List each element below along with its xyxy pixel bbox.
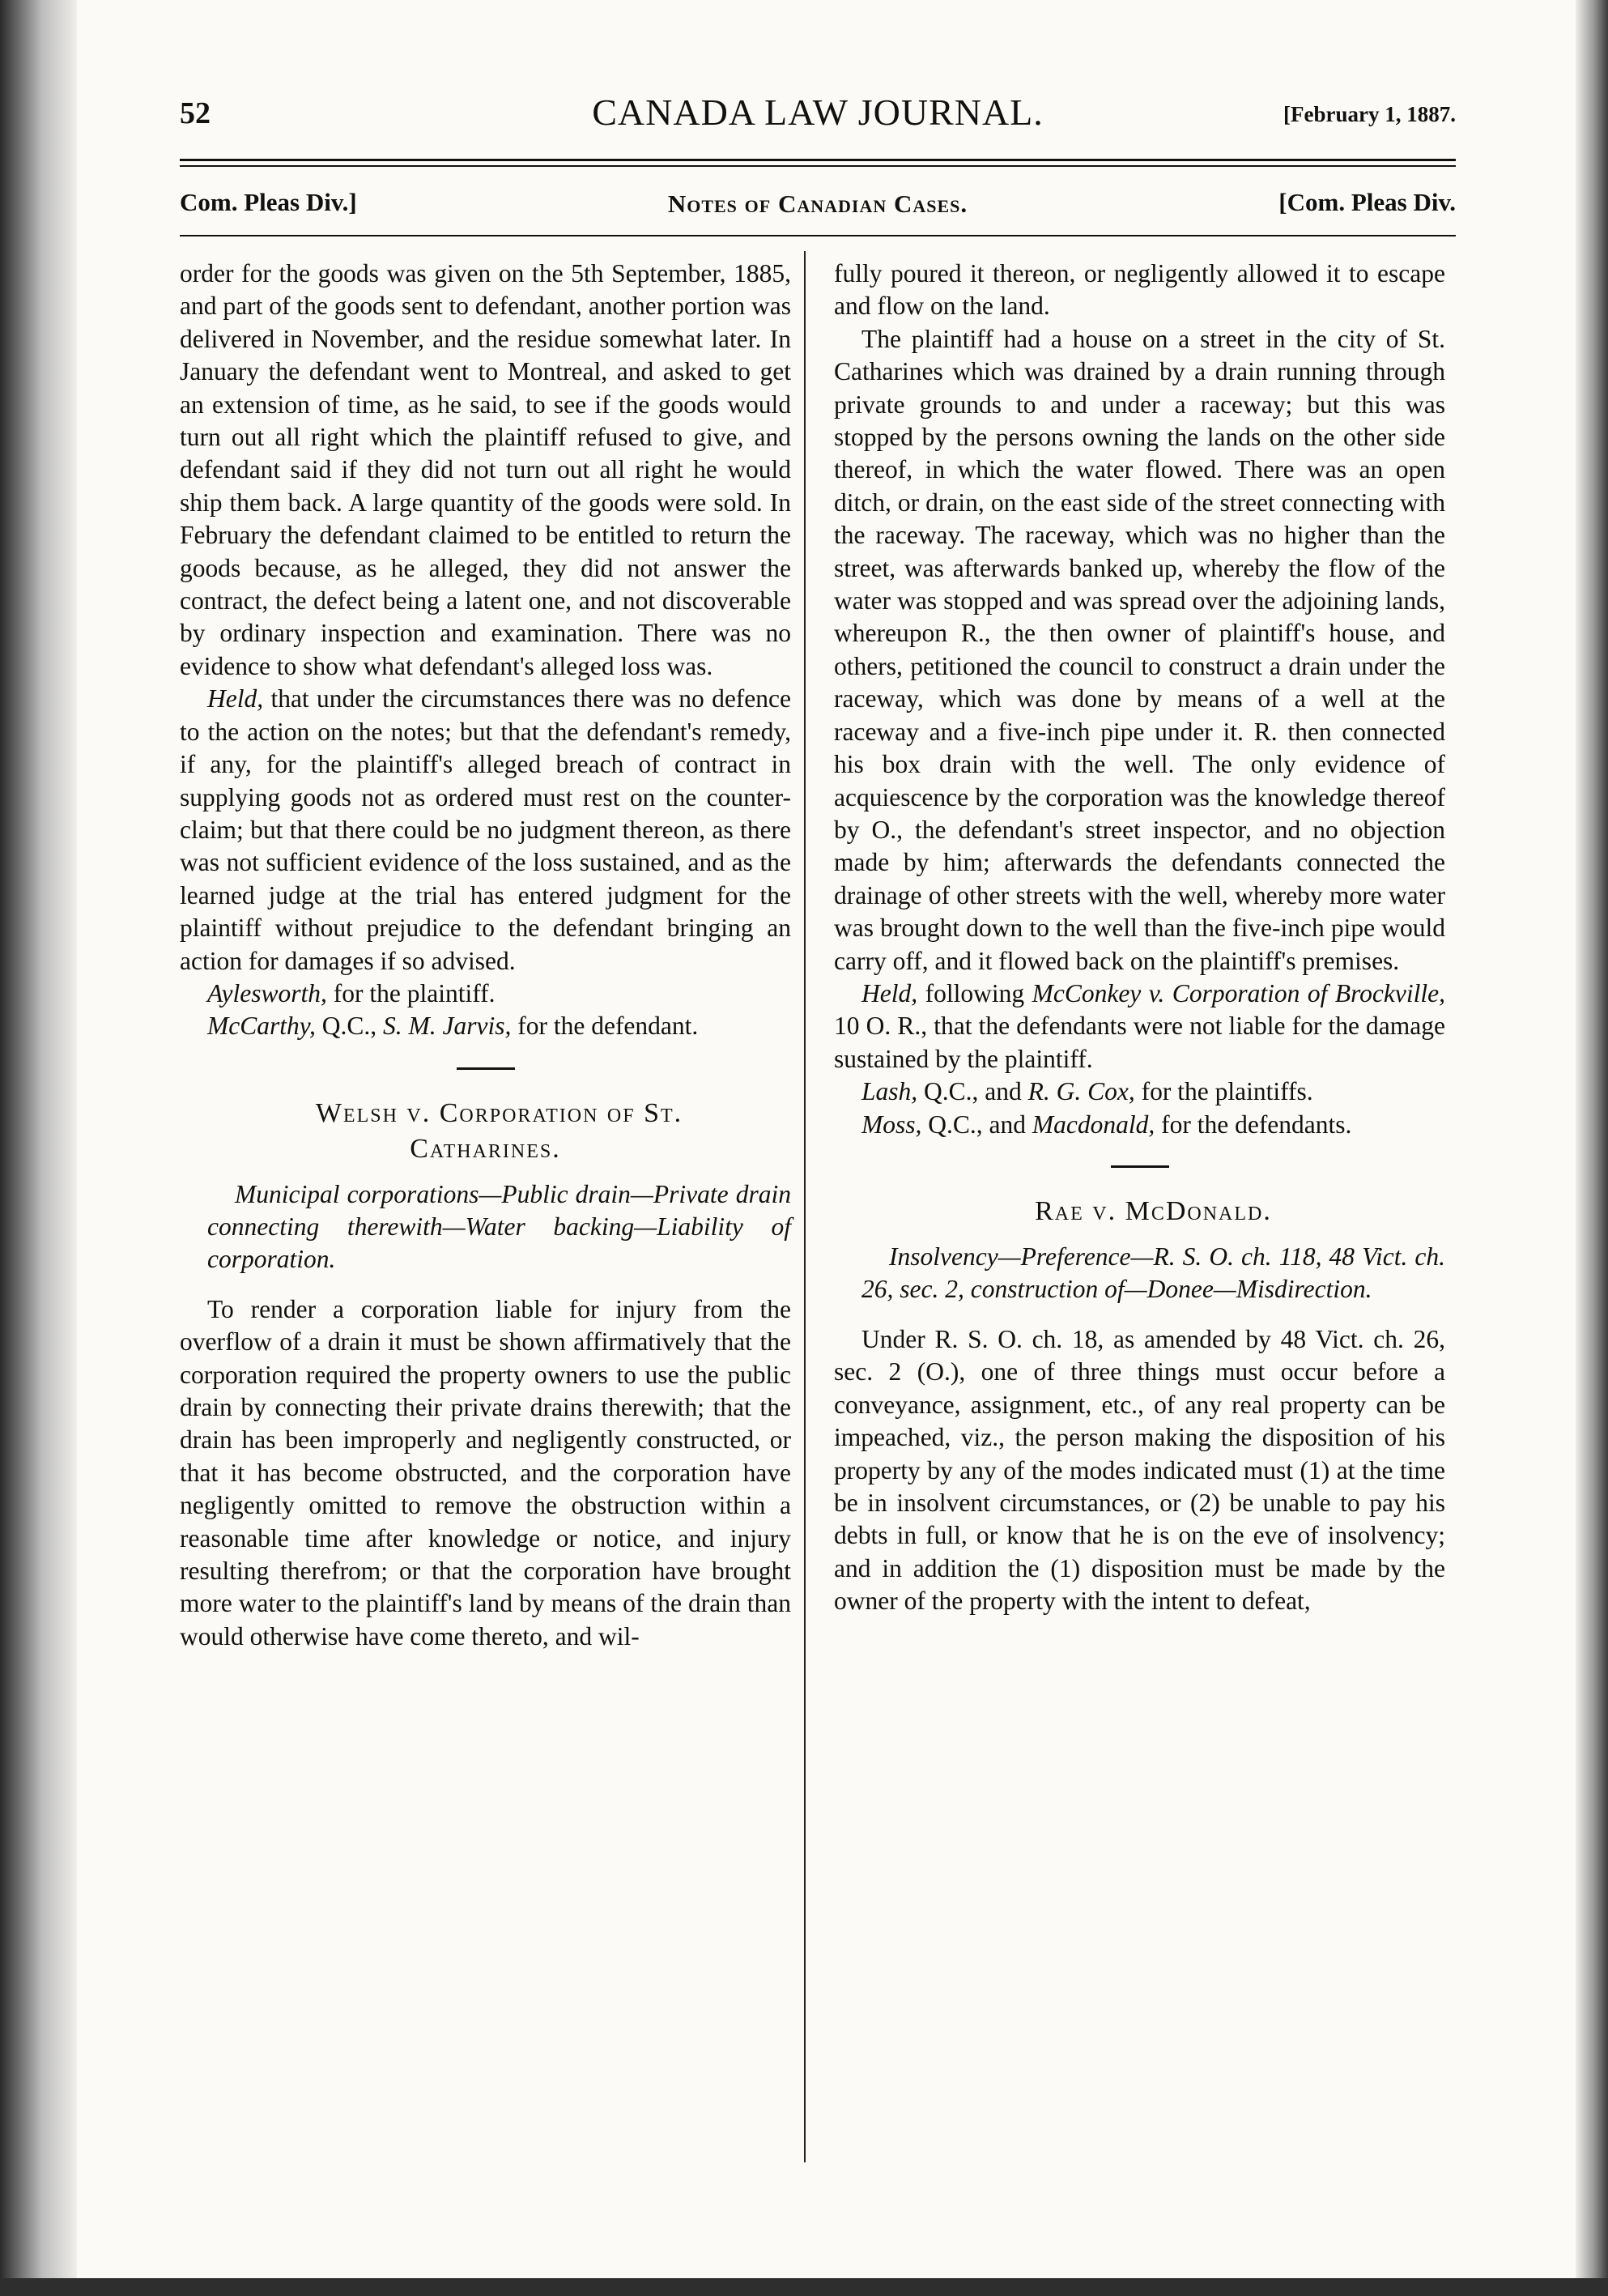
counsel-line <box>180 1010 791 1042</box>
section-division-right: [Com. Pleas Div. <box>1278 188 1456 216</box>
issue-date: [February 1, 1887. <box>1283 102 1456 126</box>
counsel-text: for the plaintiffs. <box>1134 1077 1313 1106</box>
counsel-text: Q.C., <box>315 1012 384 1041</box>
paragraph: The plaintiff had a house on a street in the city of St. Catharines which was drained by a drain running through private grounds to and under a raceway; but this was stopped by the persons owning the lands on the other side thereof, in which the water flowed. There was an open ditch, or drain, on the east side of the street connecting with the raceway. The raceway, which was no higher than the street, was afterwards banked up, whereby the flow of the water was stopped and was spread over the adjoining lands, whereupon R., the then owner of plaintiff's house, and others, petitioned the council to construct a drain under the raceway, which was done by means of a well at the raceway and a five-inch pipe under it. R. then connected his box drain with the well. The only evidence of acquiescence by the corporation was the knowledge thereof by O., the defendant's street inspector, and no objection made by him; afterwards the defendants connected the drainage of other streets with the well, whereby more water was brought down to the well than the five-inch pipe would carry off, and it flowed back on the plaintiff's premises. <box>834 324 1445 975</box>
counsel-name: Aylesworth, <box>207 978 327 1007</box>
left-column <box>180 258 791 1653</box>
cited-case: McConkey v. Corporation of Brockville, <box>1032 978 1445 1007</box>
paragraph: order for the goods was given on the 5th September, 1885, and part of the goods sent to defendant, another portion was delivered in November, and the residue somewhat later. In January the defendant went to Montreal, and asked to get an extension of time, as he said, to see if the goods would turn out all right which the plaintiff refused to give, and defendant said if they did not turn out all right he would ship them back. A large quantity of the goods were sold. In February the defendant claimed to be entitled to return the goods because, as he alleged, they did not answer the contract, the defect being a latent one, and not discoverable by ordinary inspection and examination. There was no evidence to show what defendant's alleged loss was. <box>180 259 791 680</box>
held-text: that under the circumstances there was no defence to the action on the notes; but that the defendant's remedy, if any, for the plaintiff's alleged breach of contract in supplying goods not as ordered must rest on the counter-claim; but that there could be no judgment thereon, as there was not sufficient evidence of the loss sustained, and as the learned judge at the trial has entered judgment for the plaintiff without prejudice to the defendant bringing an action for damages if so advised. <box>180 684 791 975</box>
counsel-name: Lash, <box>861 1077 918 1106</box>
section-title: Notes of Canadian Cases. <box>667 190 968 218</box>
binding-spine-shadow <box>0 0 77 2296</box>
counsel-name: Macdonald, <box>1032 1110 1155 1139</box>
right-column <box>834 258 1445 1618</box>
page-edge-shadow <box>1576 0 1608 2296</box>
case-headnote: Insolvency—Preference—R. S. O. ch. 118, 48 Vict. ch. 26, sec. 2, construction of—Donee—Misdirection. <box>861 1242 1445 1303</box>
counsel-name: McCarthy, <box>207 1012 316 1041</box>
counsel-text: for the defendants. <box>1155 1110 1352 1139</box>
section-header <box>180 188 1456 224</box>
held-text: 10 O. R., that the defendants were not liable for the damage sustained by the plaintiff. <box>834 1012 1445 1073</box>
held-word: Held, <box>207 684 264 714</box>
held-text: following <box>917 978 1032 1007</box>
held-paragraph <box>180 683 791 978</box>
paragraph: Under R. S. O. ch. 18, as amended by 48 Vict. ch. 26, sec. 2 (O.), one of three things must occur before a conveyance, assignment, etc., of any real property can be impeached, viz., the person making the disposition of his property by any of the modes indicated must (1) at the time be in insolvent circumstances, or (2) be unable to pay his debts in full, or know that he is on the eve of insolvency; and in addition the (1) disposition must be made by the owner of the property with the intent to defeat, <box>834 1324 1445 1616</box>
running-header <box>180 91 1456 139</box>
counsel-line <box>834 1109 1445 1141</box>
counsel-text: Q.C., and <box>921 1110 1032 1139</box>
section-division-left: Com. Pleas Div.] <box>180 188 357 216</box>
case-title-line: Catharines. <box>410 1133 561 1164</box>
case-title: Rae v. McDonald. <box>1035 1195 1272 1226</box>
section-rule <box>180 235 1456 236</box>
case-headnote: Municipal corporations—Public drain—Private drain connecting therewith—Water backing—Liability of corporation. <box>207 1179 791 1273</box>
header-rule-top <box>180 159 1456 161</box>
counsel-line <box>180 978 791 1010</box>
counsel-text: for the defendant. <box>511 1012 699 1041</box>
case-separator <box>1111 1165 1169 1168</box>
column-divider <box>804 251 806 2162</box>
case-separator <box>457 1067 515 1070</box>
journal-title: CANADA LAW JOURNAL. <box>592 92 1044 133</box>
counsel-name: Moss, <box>861 1110 922 1139</box>
counsel-text: for the plaintiff. <box>326 978 496 1007</box>
page-bottom-edge <box>0 2278 1608 2296</box>
paragraph: To render a corporation liable for injury from the overflow of a drain it must be shown affirmatively that the corporation required the property owners to use the public drain by connecting their private drains therewith; that the drain has been improperly and negligently constructed, or that it has become obstructed, and the corporation have negligently omitted to remove the obstruction within a reasonable time after knowledge or notice, and injury resulting therefrom; or that the corporation have brought more water to the plaintiff's land by means of the drain than would otherwise have come thereto, and wil- <box>180 1294 791 1651</box>
paragraph: fully poured it thereon, or negligently allowed it to escape and flow on the land. <box>834 259 1445 321</box>
counsel-name: R. G. Cox, <box>1027 1077 1135 1106</box>
counsel-name: S. M. Jarvis, <box>383 1012 512 1041</box>
header-rule-bottom <box>180 165 1456 167</box>
held-paragraph <box>834 978 1445 1076</box>
held-word: Held, <box>861 978 918 1007</box>
page-number: 52 <box>180 96 211 130</box>
counsel-text: Q.C., and <box>917 1077 1028 1106</box>
case-title <box>180 1096 791 1167</box>
case-title-line: Welsh v. Corporation of St. <box>315 1097 683 1128</box>
counsel-line <box>834 1076 1445 1108</box>
